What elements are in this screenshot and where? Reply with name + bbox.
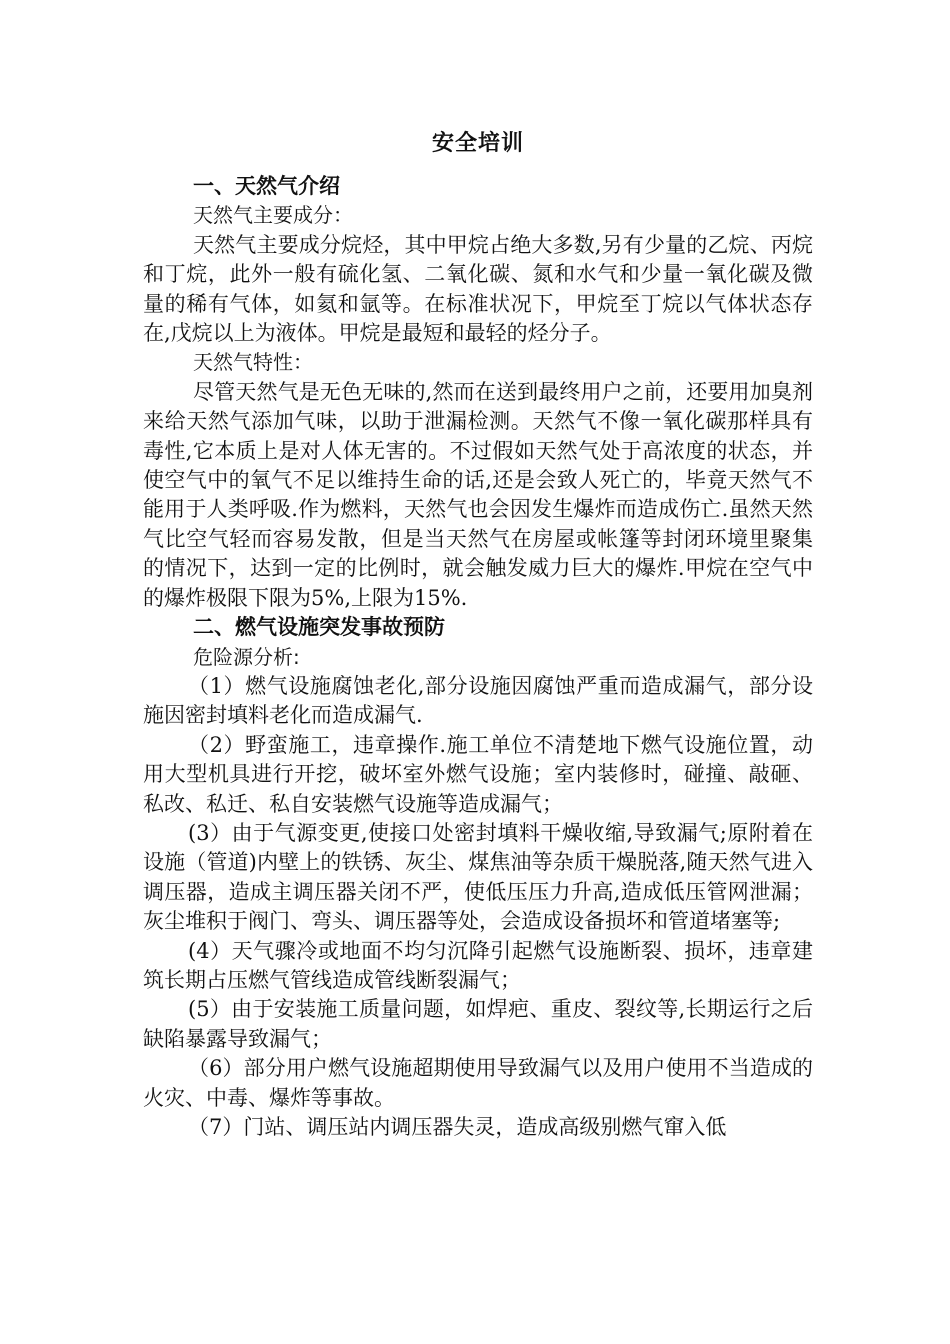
hazard-item-6: （6）部分用户燃气设施超期使用导致漏气以及用户使用不当造成的火灾、中毒、爆炸等事故。 [143, 1056, 813, 1110]
document-page [143, 124, 813, 1142]
subheading-properties: 天然气特性： [193, 350, 313, 375]
paragraph-main-components: 天然气主要成分烷烃，其中甲烷占绝大多数,另有少量的乙烷、丙烷和丁烷，此外一般有硫化氢、二氧化碳、氮和水气和少量一氧化碳及微量的稀有气体，如氦和氩等。在标准状况下，甲烷至丁烷以气体状态存在,戊烷以上为液体。甲烷是最短和最轻的烃分子。 [143, 232, 813, 346]
hazard-item-5: (5）由于安装施工质量问题，如焊疤、重皮、裂纹等,长期运行之后缺陷暴露导致漏气； [143, 997, 813, 1051]
subheading-hazard-analysis: 危险源分析: [193, 644, 300, 669]
section-heading-accident-prevention: 二、燃气设施突发事故预防 [193, 615, 445, 640]
hazard-item-7: （7）门站、调压站内调压器失灵，造成高级别燃气窜入低 [188, 1115, 727, 1139]
hazard-item-3: (3）由于气源变更,使接口处密封填料干燥收缩,导致漏气;原附着在设施（管道)内壁上的铁锈、灰尘、煤焦油等杂质干燥脱落,随天然气进入调压器，造成主调压器关闭不严，使低压压力升高,造成低压管网泄漏；灰尘堆积于阀门、弯头、调压器等处，会造成设备损坏和管道堵塞等; [143, 820, 813, 934]
subheading-main-components: 天然气主要成分： [193, 203, 353, 228]
section-heading-natural-gas-intro: 一、天然气介绍 [193, 174, 340, 198]
paragraph-properties: 尽管天然气是无色无味的,然而在送到最终用户之前，还要用加臭剂来给天然气添加气味，以助于泄漏检测。天然气不像一氧化碳那样具有毒性,它本质上是对人体无害的。不过假如天然气处于高浓度的状态，并使空气中的氧气不足以维持生命的话,还是会致人死亡的，毕竟天然气不能用于人类呼吸.作为燃料，天然气也会因发生爆炸而造成伤亡.虽然天然气比空气轻而容易发散，但是当天然气在房屋或帐篷等封闭环境里聚集的情况下，达到一定的比例时，就会触发威力巨大的爆炸.甲烷在空气中的爆炸极限下限为5%,上限为15%. [143, 379, 813, 610]
hazard-item-2: （2）野蛮施工，违章操作.施工单位不清楚地下燃气设施位置，动用大型机具进行开挖，破坏室外燃气设施；室内装修时，碰撞、敲砸、私改、私迁、私自安装燃气设施等造成漏气； [143, 732, 813, 816]
hazard-item-1: （1）燃气设施腐蚀老化,部分设施因腐蚀严重而造成漏气，部分设施因密封填料老化而造成漏气. [143, 673, 813, 728]
hazard-item-4: (4）天气骤冷或地面不均匀沉降引起燃气设施断裂、损坏，违章建筑长期占压燃气管线造成管线断裂漏气； [143, 938, 813, 992]
document-title: 安全培训 [431, 131, 524, 156]
